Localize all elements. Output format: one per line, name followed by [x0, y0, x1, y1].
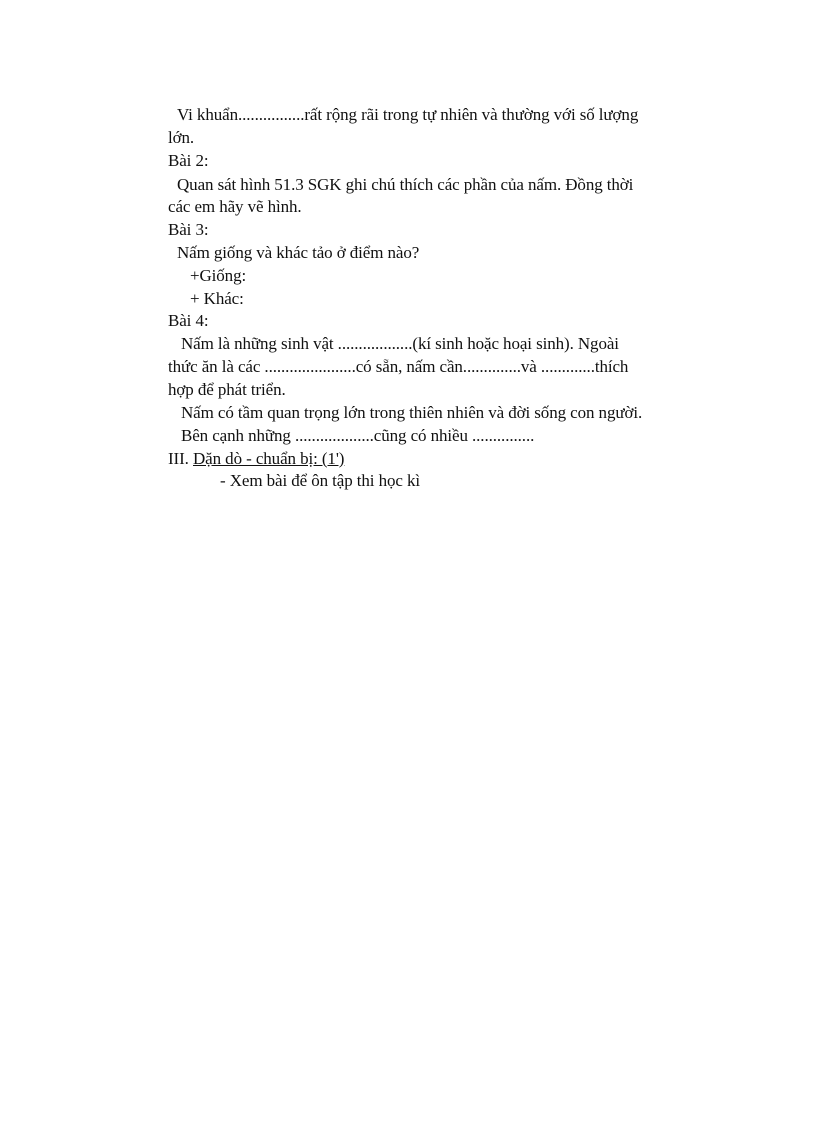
bai4-line-5: Bên cạnh những ...................cũng có nhiều ............... — [181, 426, 535, 445]
section-3-title: Dặn dò - chuẩn bị: (1') — [193, 449, 345, 468]
bai2-line-1: Quan sát hình 51.3 SGK ghi chú thích các phần của nấm. Đồng thời — [177, 175, 634, 194]
bai1-line-2: lớn. — [168, 128, 195, 147]
bai3-item-giong: +Giống: — [190, 266, 247, 285]
bai3-item-khac: + Khác: — [190, 289, 244, 308]
bai2-heading: Bài 2: — [168, 151, 209, 170]
bai3-question: Nấm giống và khác tảo ở điểm nào? — [177, 243, 420, 262]
bai4-line-3: hợp để phát triển. — [168, 380, 286, 399]
bai4-line-4: Nấm có tầm quan trọng lớn trong thiên nhiên và đời sống con người. — [181, 403, 643, 422]
bai4-line-2: thức ăn là các ......................có sẵn, nấm cần..............và .............thích — [168, 357, 629, 376]
bai1-line-1: Vi khuẩn................rất rộng rãi trong tự nhiên và thường với số lượng — [177, 105, 639, 124]
section-3-heading — [168, 448, 344, 470]
bai4-line-1: Nấm là những sinh vật ..................(kí sinh hoặc hoại sinh). Ngoài — [181, 334, 619, 353]
bai2-line-2: các em hãy vẽ hình. — [168, 197, 302, 216]
bai3-heading: Bài 3: — [168, 220, 209, 239]
section-3-numeral: III. — [168, 449, 189, 468]
section-3-item: - Xem bài để ôn tập thi học kì — [220, 471, 421, 490]
bai4-heading: Bài 4: — [168, 311, 209, 330]
